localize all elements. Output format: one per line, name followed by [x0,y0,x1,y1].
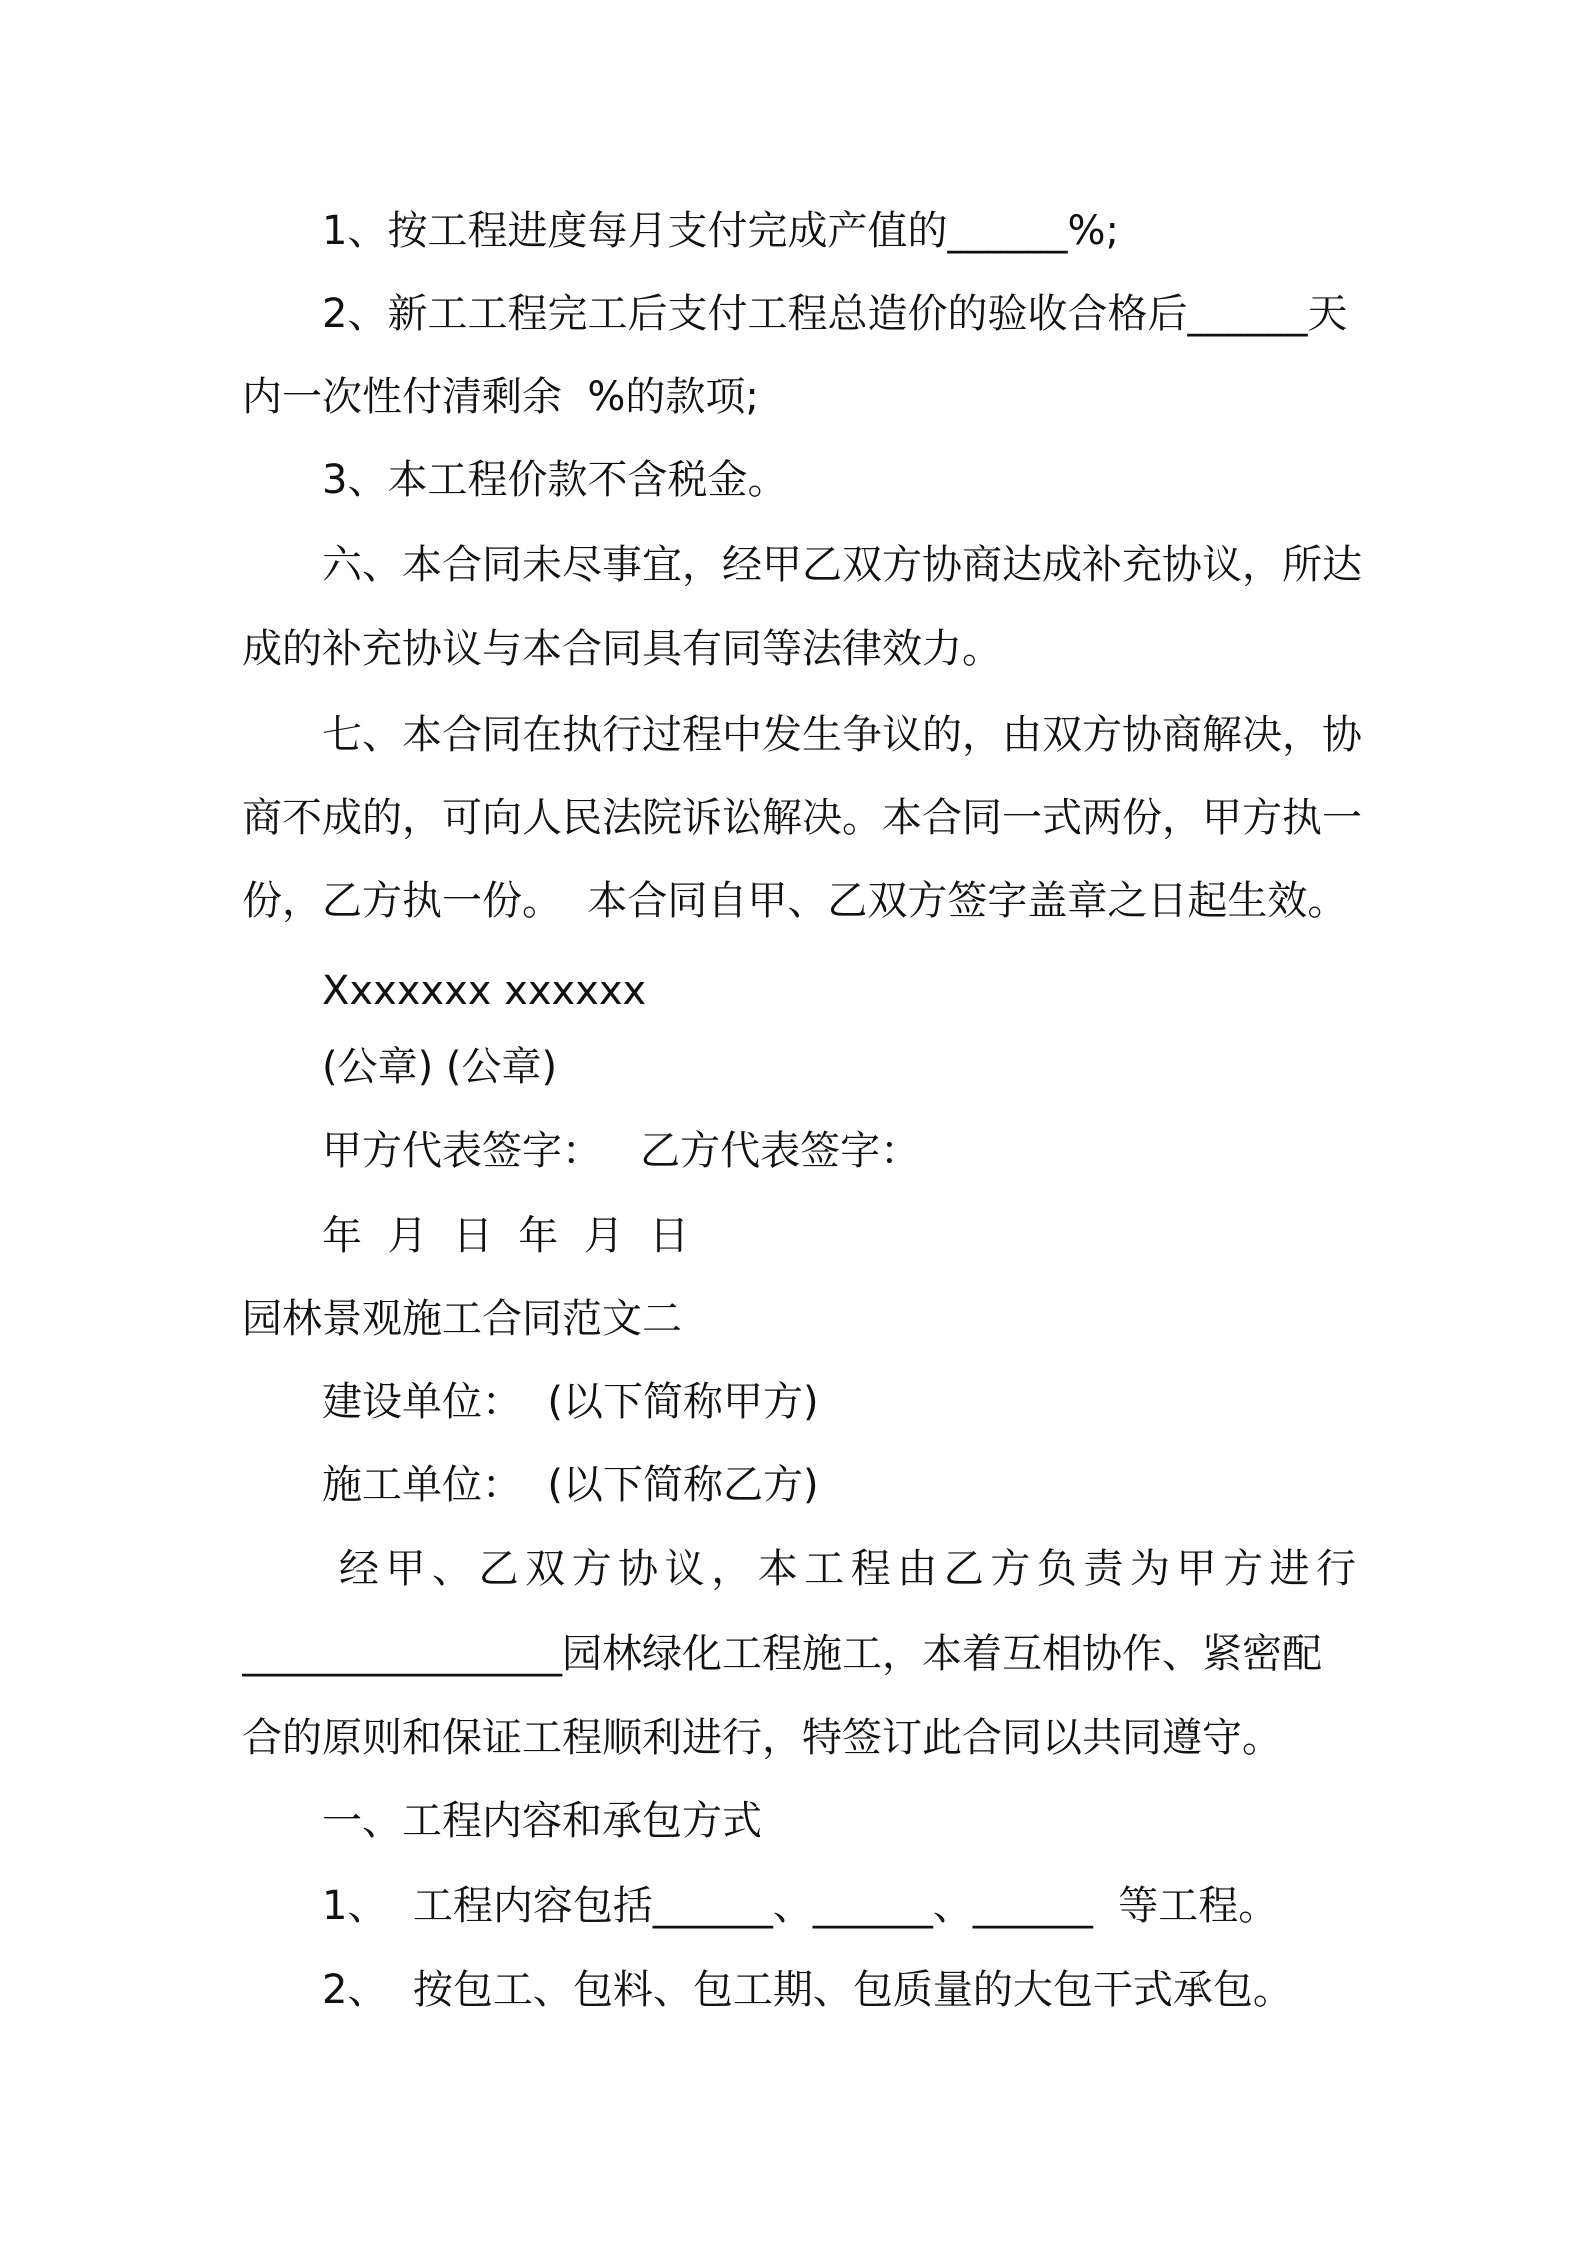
contract-2-preamble-line-1: 经甲、乙双方协议，本工程由乙方负责为甲方进行 [339,1546,1356,1592]
section-1-item-1: 1、 工程内容包括______、______、______ 等工程。 [322,1883,1279,1929]
section-1-item-2: 2、 按包工、包料、包工期、包质量的大包干式承包。 [322,1967,1293,2013]
contract-2-contractor: 施工单位： (以下简称乙方) [322,1462,819,1508]
signature-dates: 年 月 日 年 月 日 [322,1213,690,1259]
contract-2-title: 园林景观施工合同范文二 [242,1296,682,1342]
contract-2-builder: 建设单位： (以下简称甲方) [322,1379,819,1425]
payment-term-2-line-2: 内一次性付清剩余 %的款项; [242,374,759,420]
clause-7-line-3: 份，乙方执一份。 本合同自甲、乙双方签字盖章之日起生效。 [242,878,1348,924]
signature-representatives: 甲方代表签字： 乙方代表签字： [322,1128,921,1174]
signature-parties: Xxxxxxx xxxxxx [322,968,647,1014]
clause-7-line-2: 商不成的，可向人民法院诉讼解决。本合同一式两份，甲方执一 [242,795,1362,841]
payment-term-1: 1、按工程进度每月支付完成产值的______%; [322,208,1119,254]
clause-6-line-2: 成的补充协议与本合同具有同等法律效力。 [242,626,1002,672]
clause-6-line-1: 六、本合同未尽事宜，经甲乙双方协商达成补充协议，所达 [322,542,1362,588]
clause-7-line-1: 七、本合同在执行过程中发生争议的，由双方协商解决，协 [322,712,1362,758]
payment-term-3: 3、本工程价款不含税金。 [322,457,788,503]
contract-2-preamble-line-3: 合的原则和保证工程顺利进行，特签订此合同以共同遵守。 [242,1715,1282,1761]
section-1-heading: 一、工程内容和承包方式 [322,1798,762,1844]
signature-seals: (公章) (公章) [322,1044,558,1090]
contract-2-preamble-line-2: ________________园林绿化工程施工，本着互相协作、紧密配 [242,1631,1322,1677]
payment-term-2-line-1: 2、新工工程完工后支付工程总造价的验收合格后______天 [322,291,1348,337]
